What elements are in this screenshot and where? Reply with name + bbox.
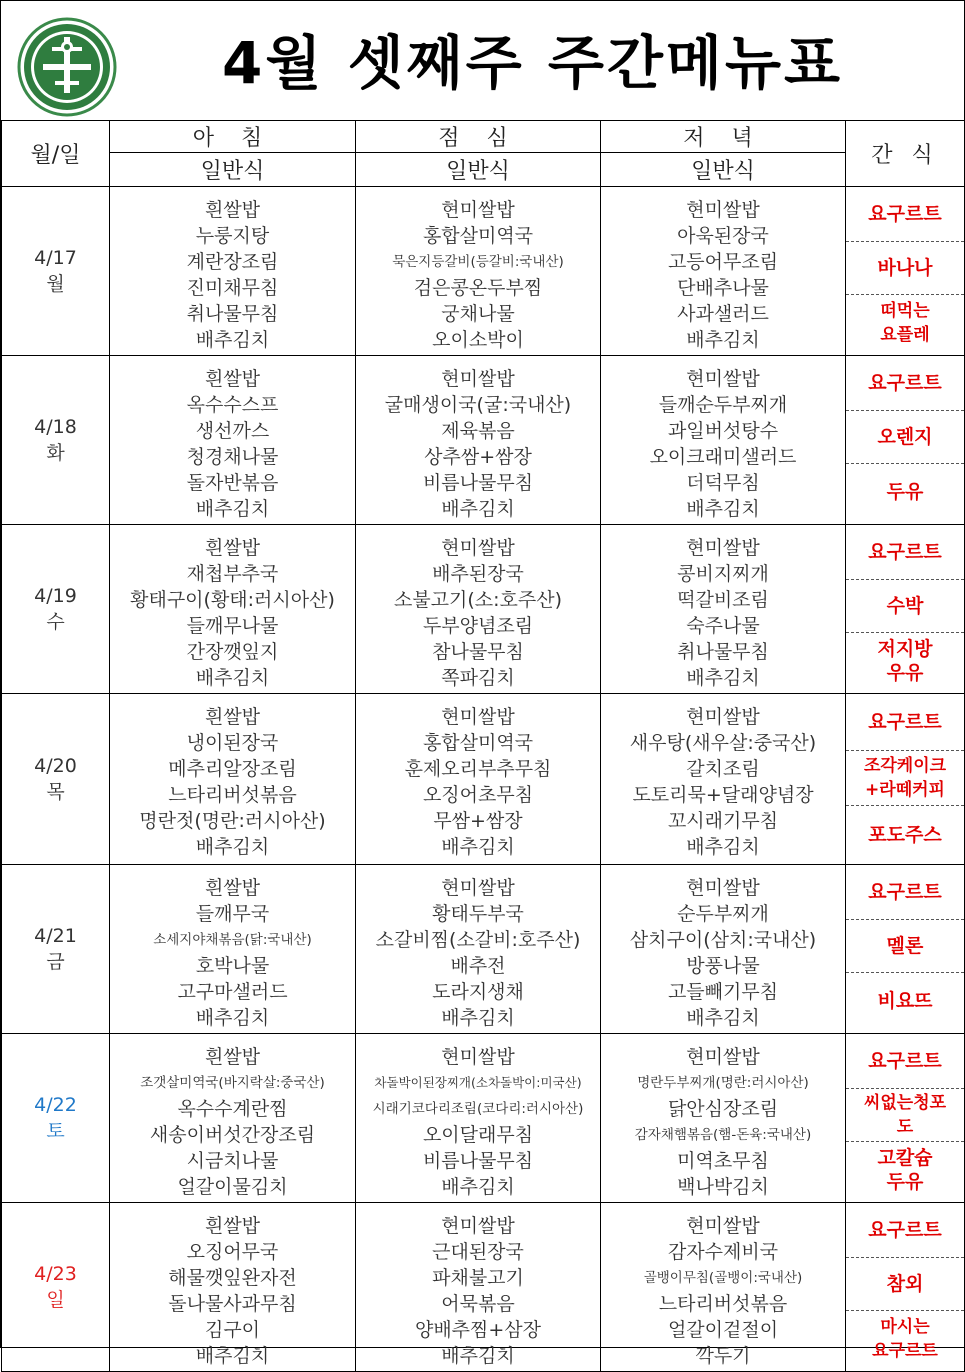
dinner-cell bbox=[601, 187, 846, 356]
menu-item: 소불고기(소:호주산) bbox=[393, 589, 563, 611]
menu-item: 배추김치 bbox=[686, 1007, 760, 1029]
menu-item: 현미쌀밥 bbox=[441, 706, 515, 728]
menu-item: 흰쌀밥 bbox=[204, 1215, 261, 1237]
menu-item: 호박나물 bbox=[195, 955, 270, 977]
lunch-cell bbox=[356, 187, 601, 356]
menu-item: 흰쌀밥 bbox=[204, 1046, 261, 1068]
lunch-cell bbox=[356, 356, 601, 525]
menu-item: 계란장조림 bbox=[186, 251, 279, 273]
menu-item: 닭안심장조림 bbox=[667, 1098, 779, 1120]
dinner-cell bbox=[601, 525, 846, 694]
snack-cell bbox=[846, 525, 965, 694]
snack-item bbox=[846, 973, 964, 1028]
menu-item: 훈제오리부추무침 bbox=[404, 758, 552, 780]
menu-item: 김구이 bbox=[204, 1319, 261, 1341]
day-weekday: 토 bbox=[46, 1120, 65, 1142]
menu-item: 어묵볶음 bbox=[441, 1293, 515, 1315]
header-breakfast: 아 침 bbox=[110, 121, 356, 153]
menu-item: 두부양념조림 bbox=[422, 615, 534, 637]
day-weekday: 수 bbox=[46, 611, 65, 633]
snack-item bbox=[846, 1203, 964, 1257]
snack-label: 저지방 우유 bbox=[877, 637, 933, 684]
day-date: 4/19 bbox=[34, 585, 77, 607]
menu-item: 새송이버섯간장조림 bbox=[149, 1124, 316, 1146]
menu-item: 배추김치 bbox=[686, 836, 760, 858]
menu-item: 고구마샐러드 bbox=[177, 981, 288, 1003]
snack-label: 요구르트 bbox=[868, 1050, 942, 1072]
day-weekday: 화 bbox=[46, 442, 65, 464]
breakfast-cell bbox=[110, 865, 356, 1034]
menu-item: 더덕무침 bbox=[686, 472, 760, 494]
menu-item: 근대된장국 bbox=[432, 1241, 524, 1263]
snack-item bbox=[846, 919, 964, 973]
breakfast-cell bbox=[110, 1034, 356, 1203]
snack-cell bbox=[846, 1034, 965, 1203]
menu-item: 현미쌀밥 bbox=[686, 1046, 760, 1068]
menu-item: 황태구이(황태:러시아산) bbox=[130, 589, 335, 611]
menu-item: 현미쌀밥 bbox=[686, 537, 760, 559]
menu-item: 참나물무침 bbox=[432, 641, 524, 663]
snack-item bbox=[846, 1088, 964, 1142]
snack-item bbox=[846, 525, 964, 579]
menu-item: 떡갈비조림 bbox=[677, 589, 769, 611]
menu-item: 배추김치 bbox=[686, 498, 760, 520]
day-date: 4/22 bbox=[34, 1094, 77, 1116]
snack-label: 멜론 bbox=[886, 935, 924, 957]
snack-label: 참외 bbox=[886, 1273, 924, 1295]
header-lunch: 점 심 bbox=[356, 121, 601, 153]
menu-item: 취나물무침 bbox=[186, 303, 279, 325]
day-row bbox=[2, 1034, 965, 1203]
snack-label: 조각케이크 +라떼커피 bbox=[863, 756, 947, 800]
menu-item: 단배추나물 bbox=[677, 277, 769, 299]
menu-item: 황태두부국 bbox=[432, 903, 524, 925]
menu-item: 아욱된장국 bbox=[677, 225, 769, 247]
menu-item: 배추김치 bbox=[441, 1176, 515, 1198]
menu-item: 골뱅이무침(골뱅이:국내산) bbox=[643, 1270, 803, 1286]
menu-item: 현미쌀밥 bbox=[441, 1215, 515, 1237]
day-date: 4/17 bbox=[34, 247, 77, 269]
menu-item: 차돌박이된장찌개(소차돌박이:미국산) bbox=[374, 1075, 582, 1090]
logo-emblem-icon bbox=[17, 17, 117, 121]
menu-item: 현미쌀밥 bbox=[441, 199, 515, 221]
menu-item: 배추전 bbox=[450, 955, 506, 977]
breakfast-cell bbox=[110, 356, 356, 525]
menu-item: 도토리묵+달래양념장 bbox=[632, 784, 814, 806]
menu-item: 방풍나물 bbox=[686, 955, 760, 977]
menu-item: 진미채무침 bbox=[186, 277, 279, 299]
day-date: 4/23 bbox=[34, 1263, 77, 1285]
menu-item: 배추된장국 bbox=[432, 563, 524, 585]
menu-item: 옥수수스프 bbox=[186, 394, 279, 416]
menu-item: 메추리알장조림 bbox=[168, 758, 297, 780]
header-date: 월/일 bbox=[2, 121, 110, 187]
menu-item: 도라지생채 bbox=[432, 981, 524, 1003]
menu-item: 냉이된장국 bbox=[186, 732, 279, 754]
menu-item: 배추김치 bbox=[195, 1007, 270, 1029]
menu-item: 들깨무국 bbox=[195, 903, 270, 925]
lunch-cell bbox=[356, 865, 601, 1034]
menu-item: 홍합살미역국 bbox=[422, 225, 534, 247]
menu-item: 느타리버섯볶음 bbox=[168, 784, 297, 806]
snack-label: 요구르트 bbox=[868, 203, 942, 225]
dinner-cell bbox=[601, 1203, 846, 1372]
menu-item: 오이크래미샐러드 bbox=[649, 446, 797, 468]
menu-item: 배추김치 bbox=[195, 667, 270, 689]
menu-item: 현미쌀밥 bbox=[441, 1046, 515, 1068]
snack-cell bbox=[846, 187, 965, 356]
snack-item bbox=[846, 579, 964, 633]
lunch-cell bbox=[356, 1203, 601, 1372]
menu-item: 현미쌀밥 bbox=[686, 1215, 760, 1237]
menu-item: 검은콩온두부찜 bbox=[413, 277, 543, 299]
menu-item: 현미쌀밥 bbox=[686, 199, 760, 221]
menu-item: 배추김치 bbox=[686, 329, 760, 351]
day-row bbox=[2, 1203, 965, 1372]
menu-item: 미역초무침 bbox=[677, 1150, 769, 1172]
snack-label: 바나나 bbox=[877, 257, 933, 279]
day-date-cell bbox=[2, 694, 110, 865]
breakfast-cell bbox=[110, 187, 356, 356]
snack-label: 요구르트 bbox=[868, 541, 942, 563]
day-row bbox=[2, 865, 965, 1034]
menu-body bbox=[2, 187, 965, 1372]
menu-item: 시금치나물 bbox=[186, 1150, 279, 1172]
menu-item: 배추김치 bbox=[441, 836, 515, 858]
menu-item: 돌자반볶음 bbox=[186, 472, 279, 494]
menu-item: 얼갈이물김치 bbox=[177, 1176, 288, 1198]
day-date-cell bbox=[2, 865, 110, 1034]
header-breakfast-general: 일반식 bbox=[110, 153, 356, 187]
menu-item: 현미쌀밥 bbox=[441, 537, 515, 559]
day-weekday: 금 bbox=[46, 951, 65, 973]
snack-label: 고칼슘 두유 bbox=[877, 1147, 933, 1193]
menu-item: 쪽파김치 bbox=[441, 667, 515, 689]
snack-item bbox=[846, 694, 964, 750]
snack-item bbox=[846, 410, 964, 464]
menu-item: 굴매생이국(굴:국내산) bbox=[384, 394, 572, 416]
menu-item: 오이소박이 bbox=[432, 329, 524, 351]
snack-item bbox=[846, 1311, 964, 1366]
menu-item: 궁채나물 bbox=[441, 303, 515, 325]
lunch-cell bbox=[356, 694, 601, 865]
menu-item: 명란젓(명란:러시아산) bbox=[139, 810, 326, 832]
dinner-cell bbox=[601, 356, 846, 525]
menu-item: 삼치구이(삼치:국내산) bbox=[629, 929, 817, 951]
menu-item: 시래기코다리조림(코다리:러시아산) bbox=[372, 1101, 584, 1117]
day-weekday: 월 bbox=[46, 273, 65, 295]
menu-item: 현미쌀밥 bbox=[686, 877, 760, 899]
snack-item bbox=[846, 1142, 964, 1198]
lunch-cell bbox=[356, 1034, 601, 1203]
header-dinner: 저 녁 bbox=[601, 121, 846, 153]
menu-item: 꼬시래기무침 bbox=[667, 810, 779, 832]
menu-item: 해물깻잎완자전 bbox=[168, 1267, 297, 1289]
menu-item: 청경채나물 bbox=[186, 446, 279, 468]
menu-item: 배추김치 bbox=[686, 667, 760, 689]
snack-item bbox=[846, 464, 964, 519]
menu-item: 오징어무국 bbox=[186, 1241, 279, 1263]
day-row bbox=[2, 187, 965, 356]
dinner-cell bbox=[601, 694, 846, 865]
snack-item bbox=[846, 241, 964, 295]
menu-item: 제육볶음 bbox=[441, 420, 515, 442]
snack-label: 오렌지 bbox=[877, 426, 933, 448]
lunch-cell bbox=[356, 525, 601, 694]
menu-item: 갈치조림 bbox=[686, 758, 760, 780]
menu-item: 백나박김치 bbox=[677, 1176, 769, 1198]
menu-item: 배추김치 bbox=[195, 1345, 270, 1367]
menu-item: 묵은지등갈비(등갈비:국내산) bbox=[392, 254, 564, 270]
menu-item: 오이달래무침 bbox=[422, 1124, 534, 1146]
menu-item: 새우탕(새우살:중국산) bbox=[629, 732, 817, 754]
snack-item bbox=[846, 806, 964, 864]
snack-label: 요구르트 bbox=[868, 881, 942, 903]
menu-item: 현미쌀밥 bbox=[441, 368, 515, 390]
day-weekday: 목 bbox=[46, 781, 65, 803]
snack-cell bbox=[846, 356, 965, 525]
menu-item: 돌나물사과무침 bbox=[168, 1293, 297, 1315]
menu-item: 고등어무조림 bbox=[667, 251, 779, 273]
menu-item: 흰쌀밥 bbox=[204, 877, 261, 899]
day-date-cell bbox=[2, 187, 110, 356]
day-weekday: 일 bbox=[46, 1289, 65, 1311]
menu-item: 간장깻잎지 bbox=[186, 641, 279, 663]
day-date-cell bbox=[2, 1034, 110, 1203]
day-date: 4/20 bbox=[34, 755, 77, 777]
page-title: 4월 셋째주 주간메뉴표 bbox=[222, 29, 843, 97]
day-date-cell bbox=[2, 525, 110, 694]
day-date-cell bbox=[2, 1203, 110, 1372]
snack-label: 요구르트 bbox=[868, 372, 942, 394]
menu-item: 홍합살미역국 bbox=[422, 732, 534, 754]
header bbox=[1, 1, 964, 119]
menu-item: 감자수제비국 bbox=[667, 1241, 779, 1263]
snack-label: 씨없는청포 도 bbox=[863, 1093, 947, 1137]
menu-item: 소세지야채볶음(닭:국내산) bbox=[153, 932, 312, 948]
menu-item: 숙주나물 bbox=[686, 615, 760, 637]
menu-item: 감자채햄볶음(햄-돈육:국내산) bbox=[634, 1127, 812, 1143]
menu-item: 깍두기 bbox=[695, 1345, 751, 1367]
menu-item: 고들빼기무침 bbox=[667, 981, 779, 1003]
menu-item: 배추김치 bbox=[441, 1345, 515, 1367]
menu-item: 얼갈이겉절이 bbox=[667, 1319, 779, 1341]
snack-label: 두유 bbox=[886, 480, 924, 503]
snack-label: 요구르트 bbox=[868, 1219, 942, 1241]
header-snack: 간 식 bbox=[846, 121, 965, 187]
menu-item: 배추김치 bbox=[195, 329, 270, 351]
snack-cell bbox=[846, 865, 965, 1034]
menu-item: 재첩부추국 bbox=[186, 563, 279, 585]
snack-item bbox=[846, 1034, 964, 1088]
snack-label: 수박 bbox=[886, 595, 924, 617]
menu-item: 들깨무나물 bbox=[186, 615, 279, 637]
menu-item: 사과샐러드 bbox=[677, 303, 769, 325]
header-row-2 bbox=[2, 153, 965, 187]
snack-item bbox=[846, 865, 964, 919]
day-row bbox=[2, 525, 965, 694]
header-row-1 bbox=[2, 121, 965, 153]
dinner-cell bbox=[601, 1034, 846, 1203]
snack-label: 요구르트 bbox=[868, 711, 942, 733]
menu-item: 느타리버섯볶음 bbox=[658, 1293, 788, 1315]
snack-item bbox=[846, 1257, 964, 1311]
snack-item bbox=[846, 187, 964, 241]
snack-label: 떠먹는 요플레 bbox=[880, 300, 930, 345]
menu-item: 무쌈+쌈장 bbox=[433, 810, 523, 832]
menu-item: 현미쌀밥 bbox=[686, 706, 760, 728]
menu-item: 배추김치 bbox=[195, 836, 270, 858]
day-date-cell bbox=[2, 356, 110, 525]
snack-label: 포도주스 bbox=[868, 824, 942, 846]
snack-item bbox=[846, 295, 964, 350]
day-row bbox=[2, 694, 965, 865]
menu-item: 들깨순두부찌개 bbox=[658, 394, 788, 416]
menu-item: 배추김치 bbox=[441, 498, 515, 520]
header-dinner-general: 일반식 bbox=[601, 153, 846, 187]
dinner-cell bbox=[601, 865, 846, 1034]
menu-item: 조갯살미역국(바지락살:중국산) bbox=[140, 1075, 325, 1091]
menu-item: 비름나물무침 bbox=[422, 472, 534, 494]
day-date: 4/21 bbox=[34, 925, 77, 947]
menu-item: 현미쌀밥 bbox=[441, 877, 515, 899]
snack-item bbox=[846, 633, 964, 688]
menu-item: 상추쌈+쌈장 bbox=[424, 446, 532, 468]
snack-item bbox=[846, 750, 964, 806]
menu-item: 현미쌀밥 bbox=[686, 368, 760, 390]
menu-item: 파채불고기 bbox=[432, 1267, 524, 1289]
weekly-menu-table bbox=[1, 120, 965, 1372]
menu-item: 누룽지탕 bbox=[195, 225, 270, 247]
snack-cell bbox=[846, 694, 965, 865]
menu-item: 배추김치 bbox=[195, 498, 270, 520]
menu-item: 취나물무침 bbox=[677, 641, 769, 663]
menu-item: 흰쌀밥 bbox=[204, 368, 261, 390]
snack-label: 마시는 요구르트 bbox=[872, 1316, 938, 1361]
menu-item: 양배추찜+삼장 bbox=[414, 1319, 542, 1341]
breakfast-cell bbox=[110, 525, 356, 694]
menu-item: 소갈비찜(소갈비:호주산) bbox=[375, 929, 581, 951]
menu-item: 비름나물무침 bbox=[422, 1150, 534, 1172]
breakfast-cell bbox=[110, 1203, 356, 1372]
snack-label: 비요뜨 bbox=[877, 989, 933, 1012]
menu-item: 오징어초무침 bbox=[422, 784, 534, 806]
day-date: 4/18 bbox=[34, 416, 77, 438]
snack-cell bbox=[846, 1203, 965, 1372]
menu-item: 과일버섯탕수 bbox=[667, 420, 779, 442]
menu-item: 배추김치 bbox=[441, 1007, 515, 1029]
menu-item: 순두부찌개 bbox=[677, 903, 769, 925]
menu-item: 흰쌀밥 bbox=[204, 199, 261, 221]
menu-item: 생선까스 bbox=[195, 420, 270, 442]
menu-item: 콩비지찌개 bbox=[677, 563, 769, 585]
header-lunch-general: 일반식 bbox=[356, 153, 601, 187]
snack-item bbox=[846, 356, 964, 410]
menu-item: 흰쌀밥 bbox=[204, 537, 261, 559]
menu-item: 명란두부찌개(명란:러시아산) bbox=[637, 1075, 809, 1091]
menu-item: 옥수수계란찜 bbox=[177, 1098, 288, 1120]
day-row bbox=[2, 356, 965, 525]
breakfast-cell bbox=[110, 694, 356, 865]
menu-item: 흰쌀밥 bbox=[204, 706, 261, 728]
